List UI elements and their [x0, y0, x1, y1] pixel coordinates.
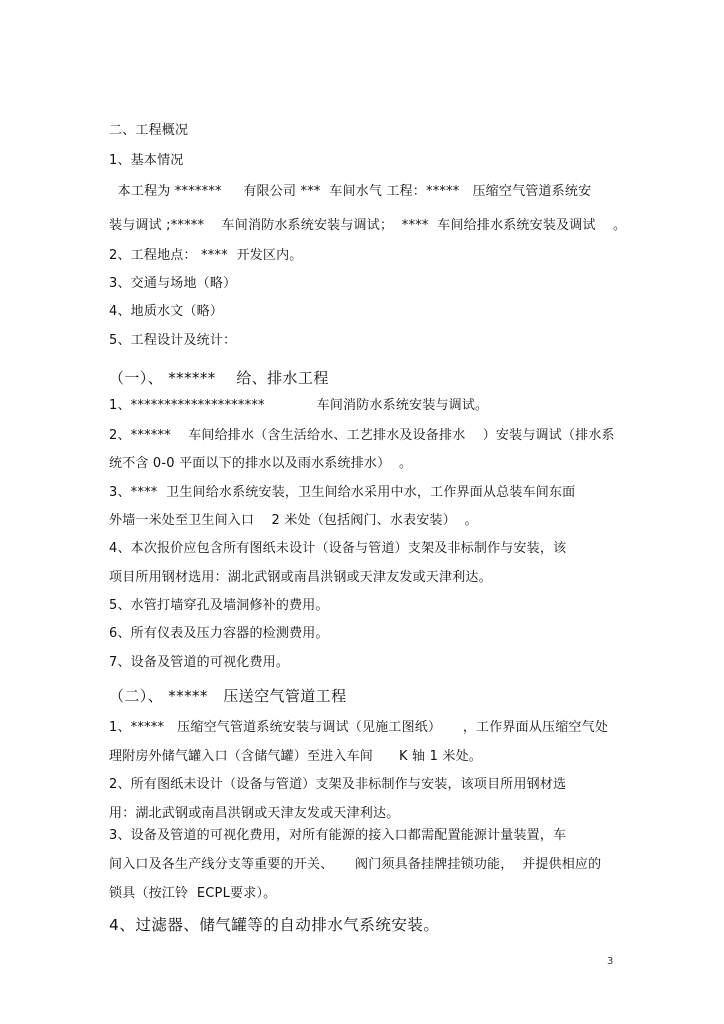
list-item: 2、所有图纸未设计（设备与管道）支架及非标制作与安装，该项目所用钢材选 [109, 777, 567, 792]
list-item: 1、***** 压缩空气管道系统安装与调试（见施工图纸） ，工作界面从压缩空气处 [109, 720, 609, 735]
list-item: 7、设备及管道的可视化费用。 [109, 655, 290, 670]
paragraph-line: 本工程为 ******* 有限公司 *** 车间水气 工程：***** 压缩空气管道系统安 [109, 184, 592, 199]
list-item: 6、所有仪表及压力容器的检测费用。 [109, 626, 329, 641]
list-item-continuation: 统不含 0-0 平面以下的排水以及雨水系统排水） 。 [109, 456, 413, 471]
list-item: 3、设备及管道的可视化费用，对所有能源的接入口都需配置能源计量装置，车 [109, 828, 567, 843]
list-item: 4、本次报价应包含所有图纸未设计（设备与管道）支架及非标制作与安装，该 [109, 541, 567, 556]
subheading-basic-info: 1、基本情况 [109, 153, 184, 168]
list-item: 3、**** 卫生间给水系统安装，卫生间给水采用中水，工作界面从总装车间东面 [109, 485, 576, 500]
section-heading-water-supply-drainage: （一）、 ****** 给、排水工程 [109, 369, 329, 387]
list-item-continuation: 用：湖北武钢或南昌洪钢或天津友发或天津利达。 [109, 806, 400, 821]
list-item-continuation: 外墙一米处至卫生间入口 2 米处（包括阀门、水表安装） 。 [109, 513, 478, 528]
list-item-continuation: 锁具（按江铃 ECPL要求）。 [109, 886, 277, 901]
list-item: 2、****** 车间给排水（含生活给水、工艺排水及设备排水 ）安装与调试（排水系 [109, 428, 615, 443]
list-item-location: 2、工程地点： **** 开发区内。 [109, 248, 303, 263]
section-heading-compressed-air: （二）、 ***** 压送空气管道工程 [109, 687, 347, 705]
list-item-continuation: 间入口及各生产线分支等重要的开关、 阀门须具备挂牌挂锁功能， 并提供相应的 [109, 857, 602, 872]
list-item-auto-drain: 4、过滤器、储气罐等的自动排水气系统安装。 [109, 916, 440, 934]
paragraph-line: 装与调试 ;***** 车间消防水系统安装与调试； **** 车间给排水系统安装及调试 。 [109, 218, 627, 233]
list-item: 1、******************** 车间消防水系统安装与调试。 [109, 398, 489, 413]
page-number: 3 [607, 956, 614, 967]
list-item-traffic: 3、交通与场地（略） [109, 276, 237, 291]
list-item-continuation: 理附房外储气罐入口（含储气罐）至进入车间 K 轴 1 米处。 [109, 749, 482, 764]
list-item-continuation: 项目所用钢材选用：湖北武钢或南昌洪钢或天津友发或天津利达。 [109, 570, 492, 585]
list-item-design-stats: 5、工程设计及统计： [109, 333, 237, 348]
section-heading-project-overview: 二、工程概况 [109, 123, 189, 138]
list-item-geology: 4、地质水文（略） [109, 304, 224, 319]
list-item: 5、水管打墙穿孔及墙洞修补的费用。 [109, 598, 329, 613]
